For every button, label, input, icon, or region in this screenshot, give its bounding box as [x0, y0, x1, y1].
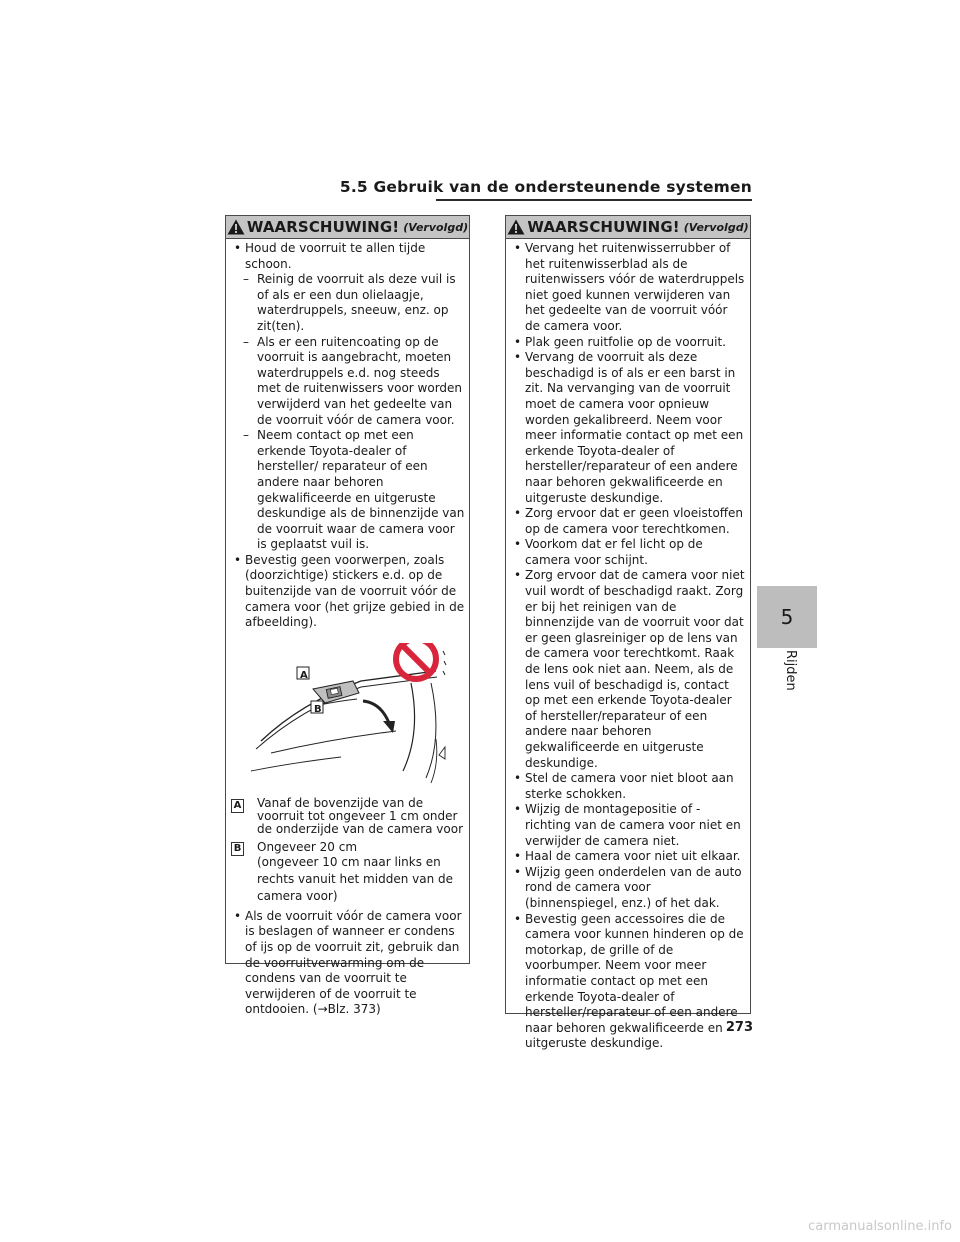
- list-item: • Wijzig geen onderdelen van de auto rond de camera voor (binnenspiegel, enz.) of het dak.: [511, 865, 746, 912]
- list-subitem: – Als er een ruitencoating op de voorruit is aangebracht, moeten waterdruppels e.d. nog steeds met de ruitenwissers voor worden verwijderd van het gedeelte van de voorruit vóór de camera voor.: [231, 335, 465, 429]
- warning-title: WAARSCHUWING!: [246, 218, 400, 236]
- page-header-title: 5.5 Gebruik van de ondersteunende systemen: [339, 178, 752, 196]
- list-item: • Vervang het ruitenwisserrubber of het ruitenwisserblad als de ruitenwissers vóór de waterdruppels niet goed kunnen verwijderen van het gedeelte van de voorruit vóór de camera voor.: [511, 241, 746, 335]
- callout-b-line1: Ongeveer 20 cm: [257, 839, 358, 854]
- list-subitem: – Neem contact op met een erkende Toyota-dealer of hersteller/ reparateur of een andere naar behoren gekwalificeerde en uitgeruste deskundige als de binnenzijde van de voorruit waar de camera voor is geplaatst vuil is.: [231, 428, 465, 553]
- warning-triangle-icon: [507, 219, 525, 235]
- list-item: • Zorg ervoor dat de camera voor niet vuil wordt of beschadigd raakt. Zorg er bij het reinigen van de binnenzijde van de voorruit voor dat er geen glasreiniger op de lens van de camera voor terechtkomt. Raak de lens ook niet aan. Neem, als de lens vuil of beschadigd is, contact op met een erkende Toyota-dealer of hersteller/reparateur of een andere naar behoren gekwalificeerde en uitgeruste deskundige.: [511, 568, 746, 771]
- callout-key-a: A: [231, 799, 244, 813]
- warning-box-left: [225, 215, 470, 1017]
- list-item: • Stel de camera voor niet bloot aan sterke schokken.: [511, 771, 746, 802]
- chapter-label: Rijden: [783, 650, 798, 691]
- list-item: • Vervang de voorruit als deze beschadigd is of als er een barst in zit. Na vervanging van de voorruit moet de camera voor opnieuw worden gekalibreerd. Neem voor meer informatie contact op met een erkende Toyota-dealer of hersteller/reparateur of een andere naar behoren gekwalificeerde en uitgeruste deskundige.: [511, 350, 746, 506]
- chapter-tab: [757, 586, 817, 648]
- list-item: • Bevestig geen voorwerpen, zoals (doorzichtige) stickers e.d. op de buitenzijde van de voorruit vóór de camera voor (het grijze gebied in de afbeelding).: [231, 553, 465, 631]
- list-item: • Haal de camera voor niet uit elkaar.: [511, 849, 746, 865]
- callout-b: [231, 840, 465, 905]
- callout-b-line2: (ongeveer 10 cm naar links en rechts vanuit het midden van de camera voor): [257, 854, 453, 903]
- list-item: • Als de voorruit vóór de camera voor is beslagen of wanneer er condens of ijs op de voorruit zit, gebruik dan de voorruitverwarming om de condens van de voorruit te verwijderen of de voorruit te ontdooien. (→Blz. 373): [231, 909, 465, 1018]
- warning-triangle-icon: [227, 219, 245, 235]
- list-item: • Voorkom dat er fel licht op de camera voor schijnt.: [511, 537, 746, 568]
- windshield-illustration: [231, 643, 467, 791]
- warning-title: WAARSCHUWING!: [527, 218, 680, 236]
- warning-body-right: [506, 239, 750, 1052]
- callout-b-text: [257, 840, 465, 905]
- list-subitem: – Reinig de voorruit als deze vuil is of als er een dun olielaagje, waterdruppels, sneeuw, enz. op zit(ten).: [231, 272, 465, 334]
- list-item: • Bevestig geen accessoires die de camera voor kunnen hinderen op de motorkap, de grille of de voorbumper. Neem voor meer informatie contact op met een erkende Toyota-dealer of hersteller/reparateur of een andere naar behoren gekwalificeerde en uitgeruste deskundige.: [511, 912, 746, 1052]
- warning-body-left: [226, 239, 469, 1018]
- callout-key-b: B: [231, 842, 244, 856]
- callout-a-text: Vanaf de bovenzijde van de voorruit tot ongeveer 1 cm onder de onderzijde van de camera voor: [257, 795, 464, 836]
- watermark: carmanualsonline.info: [808, 1219, 952, 1234]
- warning-header: [506, 216, 750, 239]
- callout-a: [231, 797, 465, 836]
- chapter-number: 5: [780, 605, 794, 629]
- warning-header: [226, 216, 469, 239]
- header-rule: [436, 199, 752, 201]
- figure-label-b: B: [314, 703, 322, 715]
- list-item: • Plak geen ruitfolie op de voorruit.: [511, 335, 746, 351]
- page-number: 273: [725, 1020, 753, 1035]
- warning-continued: (Vervolgd): [403, 220, 469, 234]
- list-item: • Houd de voorruit te allen tijde schoon.: [231, 241, 465, 272]
- list-item: • Zorg ervoor dat er geen vloeistoffen op de camera voor terechtkomen.: [511, 506, 746, 537]
- list-item: • Wijzig de montagepositie of -richting van de camera voor niet en verwijder de camera niet.: [511, 802, 746, 849]
- warning-continued: (Vervolgd): [683, 220, 749, 234]
- figure-label-a: A: [300, 669, 308, 681]
- windshield-camera-figure: [231, 643, 465, 791]
